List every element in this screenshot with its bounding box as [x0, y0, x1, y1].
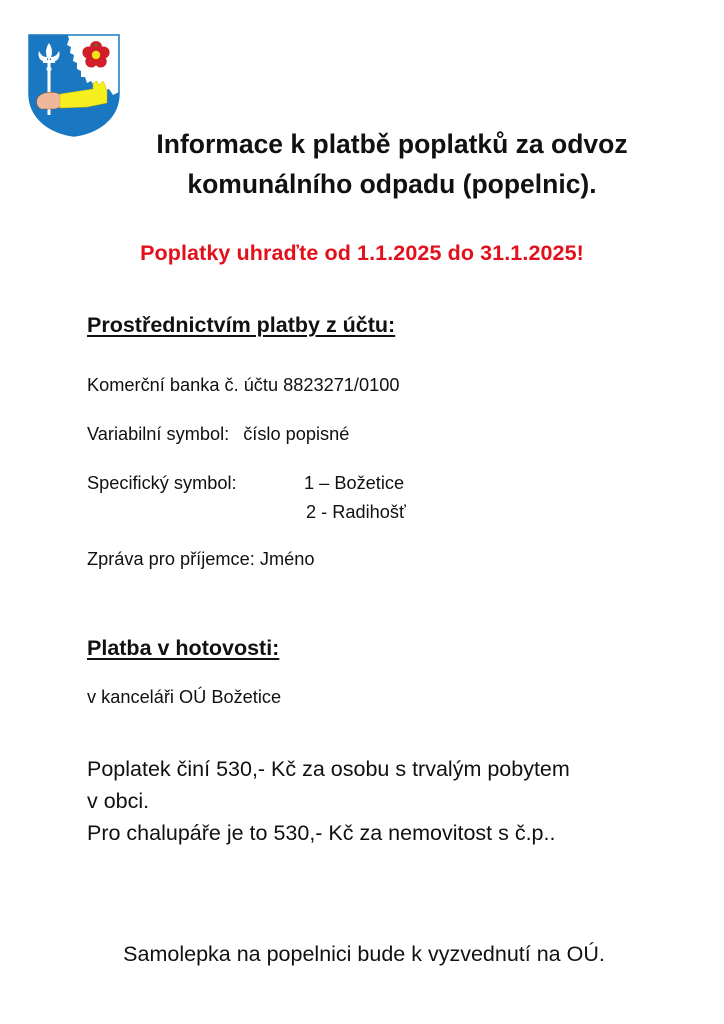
message-value: Jméno [259, 549, 315, 569]
cash-payment-location: v kanceláři OÚ Božetice [87, 687, 282, 707]
message-label: Zpráva pro příjemce: [87, 549, 255, 569]
sticker-notice: Samolepka na popelnici bude k vyzvednutí na OÚ. [123, 942, 605, 966]
message-row [87, 549, 314, 570]
specific-symbol-label: Specifický symbol: [87, 473, 237, 493]
fee-line-3: Pro chalupáře je to 530,- Kč za nemovitost s č.p.. [87, 821, 556, 845]
specific-symbol-value-1: 1 – Božetice [304, 473, 405, 493]
bank-account: Komerční banka č. účtu 8823271/0100 [87, 375, 400, 395]
variable-symbol-value: číslo popisné [243, 424, 350, 444]
title-line-1: Informace k platbě poplatků za odvoz [156, 129, 628, 159]
fee-line-1: Poplatek činí 530,- Kč za osobu s trvalým pobytem [87, 757, 570, 781]
variable-symbol-row [87, 424, 349, 445]
fee-line-2: v obci. [87, 789, 150, 813]
bank-payment-heading: Prostřednictvím platby z účtu: [87, 313, 396, 337]
title-line-2: komunálního odpadu (popelnic). [187, 169, 597, 199]
coat-of-arms-icon [27, 33, 121, 137]
document-title [60, 124, 724, 204]
variable-symbol-label: Variabilní symbol: [87, 424, 230, 444]
payment-deadline: Poplatky uhraďte od 1.1.2025 do 31.1.2025! [140, 241, 584, 265]
cash-payment-heading: Platba v hotovosti: [87, 636, 280, 660]
specific-symbol-value-2: 2 - Radihošť [306, 502, 406, 522]
